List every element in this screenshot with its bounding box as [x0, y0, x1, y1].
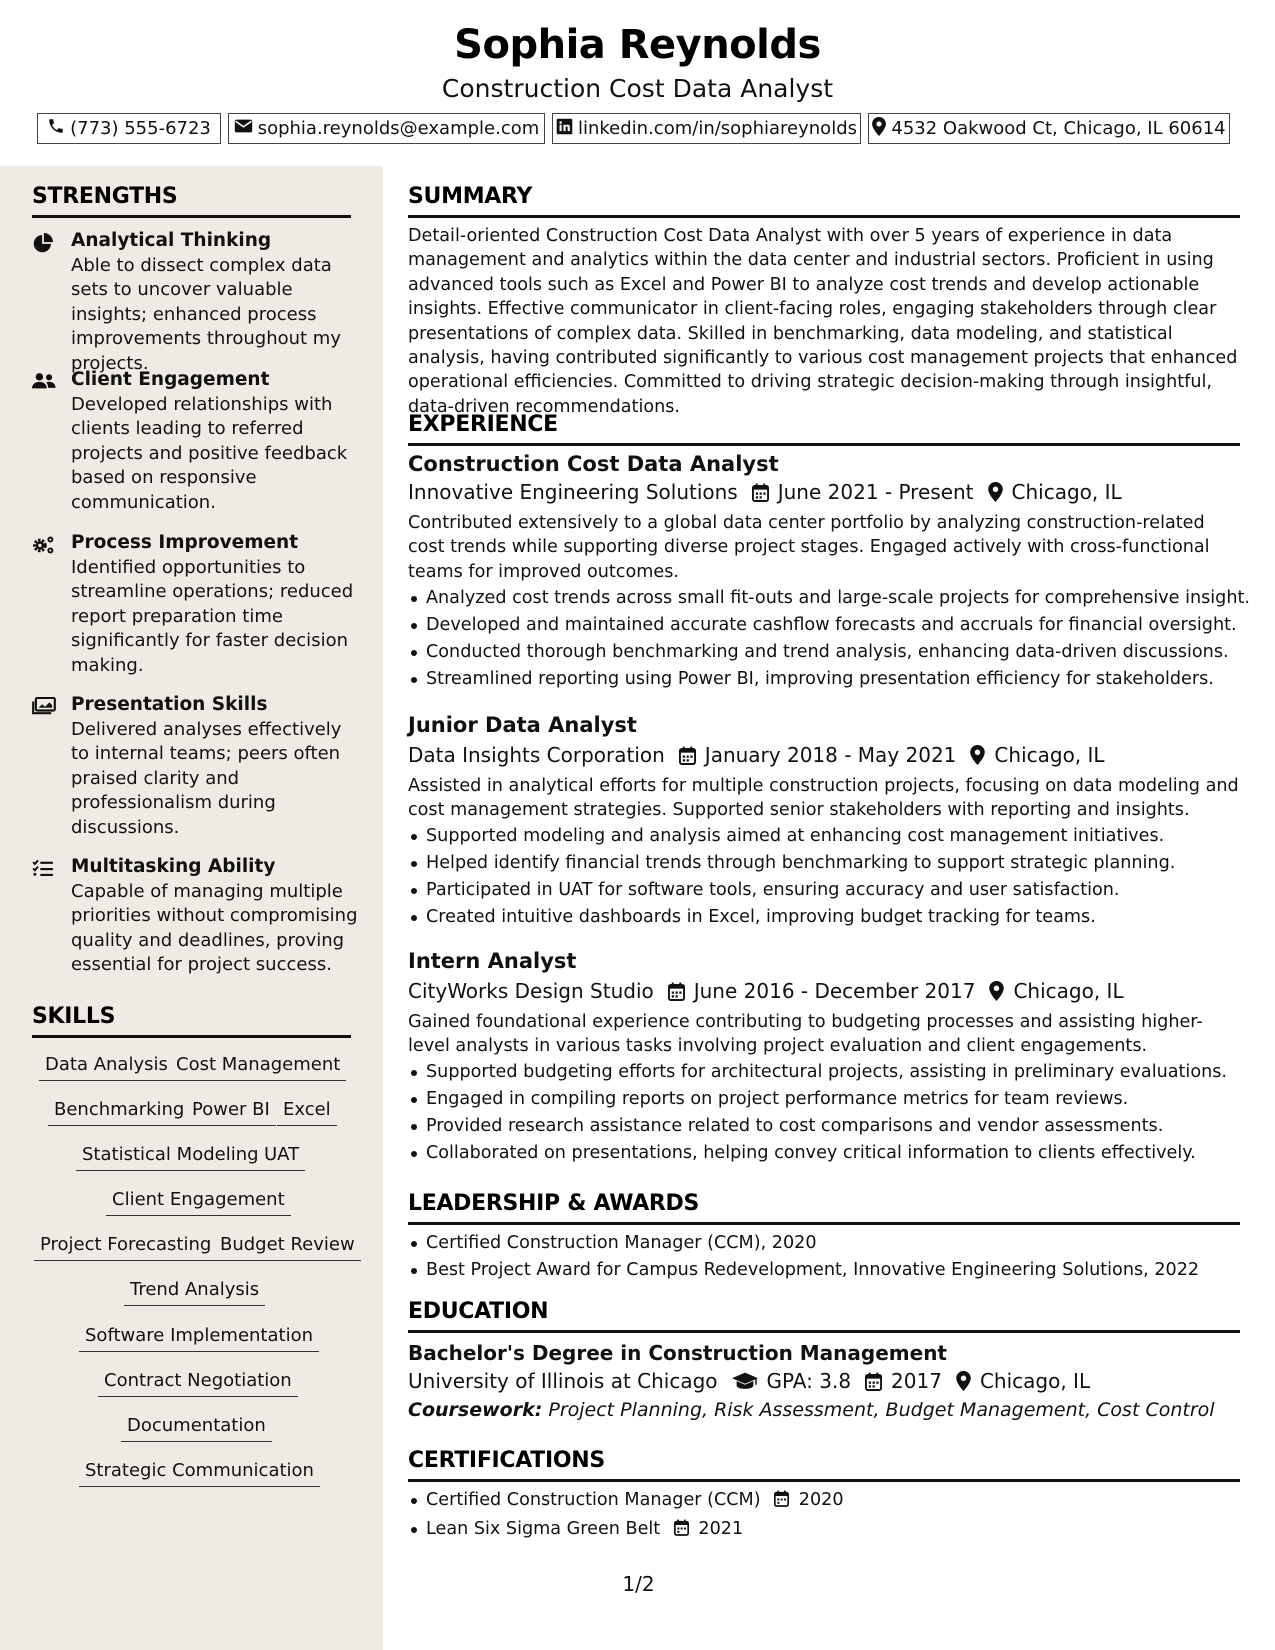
school-name: University of Illinois at Chicago: [408, 1369, 718, 1393]
job-entry: [408, 713, 1240, 931]
cert-name: Certified Construction Manager (CCM): [426, 1490, 761, 1510]
experience-section-header: [408, 412, 1240, 446]
skill-chip: Client Engagement: [106, 1189, 291, 1216]
section-divider: [408, 215, 1240, 218]
job-meta: [408, 480, 1240, 504]
job-bullets: [408, 823, 1240, 931]
list-item: Supported budgeting efforts for architectural projects, assisting in preliminary evaluations.: [408, 1059, 1240, 1086]
linkedin-text[interactable]: linkedin.com/in/sophiareynolds: [577, 118, 858, 139]
list-item: Helped identify financial trends through benchmarking to support strategic planning.: [408, 850, 1240, 877]
linkedin-icon: [556, 118, 573, 140]
skill-chip: Cost Management: [170, 1054, 346, 1081]
section-divider: [408, 1479, 1240, 1482]
skill-chip: Project Forecasting: [34, 1234, 217, 1261]
company-name: Innovative Engineering Solutions: [408, 480, 738, 504]
certifications-section: [408, 1448, 1240, 1545]
certifications-title: CERTIFICATIONS: [408, 1448, 605, 1473]
section-divider: [408, 1330, 1240, 1333]
pie-chart-icon: [32, 233, 56, 253]
list-item: Provided research assistance related to cost comparisons and vendor assessments.: [408, 1113, 1240, 1140]
users-icon: [32, 372, 56, 392]
coursework-line: [408, 1399, 1240, 1421]
list-item: Developed and maintained accurate cashflow forecasts and accruals for financial oversight.: [408, 612, 1240, 639]
summary-text: Detail-oriented Construction Cost Data Analyst with over 5 years of experience in data management and analytics within the data center and industrial sectors. Proficient in using advanced tools such as Excel and Power BI to analyze cost trends and develop actionable insights. Effective communicator in client-facing roles, engaging stakeholders through clear presentations of complex data. Skilled in benchmarking, data modeling, and statistical analysis, having contributed significantly to various cost management projects that enhanced operational efficiencies. Committed to driving strategic decision-making through insightful, data-driven recommendations.: [408, 226, 1238, 417]
cert-name: Lean Six Sigma Green Belt: [426, 1519, 661, 1539]
strength-desc: Identified opportunities to streamline operations; reduced report preparation time significantly for faster decision making.: [71, 557, 354, 676]
degree-title: Bachelor's Degree in Construction Management: [408, 1341, 947, 1365]
education-location: Chicago, IL: [979, 1369, 1091, 1393]
strength-desc: Delivered analyses effectively to internal teams; peers often praised clarity and professionalism during discussions.: [71, 719, 342, 838]
skill-chip: Benchmarking: [48, 1099, 190, 1126]
list-item: [408, 1516, 1240, 1545]
location-pin-icon: [956, 1371, 971, 1391]
job-title: Intern Analyst: [408, 949, 577, 973]
email-text[interactable]: sophia.reynolds@example.com: [257, 118, 540, 139]
presentation-icon: [32, 697, 56, 717]
job-bullets: [408, 585, 1250, 693]
location-pin-icon: [988, 482, 1003, 502]
leadership-list: [408, 1230, 1240, 1284]
list-item: Created intuitive dashboards in Excel, improving budget tracking for teams.: [408, 904, 1240, 931]
strength-desc: Capable of managing multiple priorities without compromising quality and deadlines, proving essential for project success.: [71, 881, 358, 976]
skill-chip: Excel: [277, 1099, 337, 1126]
calendar-icon: [679, 746, 696, 765]
skill-chip: Documentation: [121, 1415, 272, 1442]
calendar-icon: [752, 483, 769, 502]
strength-desc: Developed relationships with clients leading to referred projects and positive feedback based on responsive communication.: [71, 394, 348, 513]
skill-chip: UAT: [258, 1144, 305, 1171]
list-item: Analyzed cost trends across small fit-outs and large-scale projects for comprehensive insight.: [408, 585, 1240, 612]
phone-icon: [47, 117, 65, 140]
list-item: Participated in UAT for software tools, ensuring accuracy and user satisfaction.: [408, 877, 1240, 904]
strength-title: Presentation Skills: [71, 694, 268, 715]
job-entry: [408, 949, 1240, 1167]
job-location: Chicago, IL: [994, 743, 1105, 767]
leadership-section: [408, 1191, 1240, 1284]
skills-title: SKILLS: [32, 1004, 116, 1029]
job-bullets: [408, 1059, 1240, 1167]
summary-title: SUMMARY: [408, 184, 533, 209]
job-description: Contributed extensively to a global data center portfolio by analyzing construction-related cost trends while supporting diverse project stages. Engaged actively with cross-functional teams for improved outcomes.: [408, 513, 1210, 582]
leadership-title: LEADERSHIP & AWARDS: [408, 1191, 700, 1216]
calendar-icon: [668, 982, 685, 1001]
gpa-text: GPA: 3.8: [766, 1369, 852, 1393]
list-item: Collaborated on presentations, helping convey critical information to clients effectively.: [408, 1140, 1240, 1167]
sidebar: [0, 166, 383, 1650]
job-location: Chicago, IL: [1013, 979, 1124, 1003]
linkedin-box: [552, 113, 861, 144]
section-divider: [408, 1222, 1240, 1225]
section-divider: [408, 443, 1240, 446]
strengths-section-header: [32, 184, 351, 218]
list-item: Streamlined reporting using Power BI, improving presentation efficiency for stakeholders.: [408, 666, 1240, 693]
address-text: 4532 Oakwood Ct, Chicago, IL 60614: [891, 118, 1226, 139]
calendar-icon: [674, 1518, 689, 1545]
page-number: 1/2: [622, 1572, 655, 1596]
experience-title: EXPERIENCE: [408, 412, 558, 437]
list-item: Certified Construction Manager (CCM), 2020: [408, 1230, 1240, 1257]
envelope-icon: [234, 118, 253, 139]
gears-icon: [32, 535, 56, 555]
skill-chip: Trend Analysis: [124, 1279, 265, 1306]
job-title: Construction Cost Data Analyst: [408, 452, 779, 476]
skill-chip: Software Implementation: [79, 1325, 319, 1352]
job-dates: January 2018 - May 2021: [704, 743, 957, 767]
list-item: Engaged in compiling reports on project performance metrics for team reviews.: [408, 1086, 1240, 1113]
job-entry: [408, 452, 1250, 693]
skills-section-header: [32, 1004, 351, 1038]
location-pin-icon: [872, 117, 886, 141]
coursework-label: Coursework:: [408, 1399, 543, 1421]
job-location: Chicago, IL: [1011, 480, 1122, 504]
skill-chip: Contract Negotiation: [98, 1370, 298, 1397]
graduation-year: 2017: [891, 1369, 942, 1393]
skill-chip: Budget Review: [214, 1234, 361, 1261]
job-description: Gained foundational experience contributing to budgeting processes and assisting higher-level analysts in various tasks involving project evaluation and client engagements.: [408, 1012, 1203, 1057]
job-meta: [408, 979, 1240, 1003]
skill-chip: Statistical Modeling: [76, 1144, 265, 1171]
cert-year: 2020: [798, 1490, 844, 1510]
education-section: [408, 1299, 1240, 1421]
list-item: Conducted thorough benchmarking and trend analysis, enhancing data-driven discussions.: [408, 639, 1240, 666]
location-pin-icon: [970, 745, 985, 765]
list-item: [408, 1487, 1240, 1516]
email-box: [228, 113, 545, 144]
job-description: Assisted in analytical efforts for multiple construction projects, focusing on data modeling and cost management strategies. Supported senior stakeholders with reporting and insights.: [408, 776, 1239, 821]
strength-desc: Able to dissect complex data sets to uncover valuable insights; enhanced process improvements throughout my projects.: [71, 255, 341, 374]
skill-chip: Power BI: [186, 1099, 276, 1126]
checklist-icon: [32, 859, 56, 879]
certifications-list: [408, 1487, 1240, 1545]
job-dates: June 2016 - December 2017: [693, 979, 976, 1003]
strength-title: Client Engagement: [71, 369, 270, 390]
candidate-name: Sophia Reynolds: [454, 22, 821, 68]
strength-title: Process Improvement: [71, 532, 299, 553]
phone-box: [37, 113, 221, 144]
list-item: Supported modeling and analysis aimed at enhancing cost management initiatives.: [408, 823, 1240, 850]
strength-title: Multitasking Ability: [71, 856, 276, 877]
list-item: Best Project Award for Campus Redevelopment, Innovative Engineering Solutions, 2022: [408, 1257, 1240, 1284]
phone-text[interactable]: (773) 555-6723: [70, 118, 211, 139]
contact-row: [0, 113, 1275, 145]
strength-title: Analytical Thinking: [71, 230, 272, 251]
job-title: Junior Data Analyst: [408, 713, 637, 737]
company-name: CityWorks Design Studio: [408, 979, 654, 1003]
calendar-icon: [865, 1372, 882, 1391]
section-divider: [32, 215, 351, 218]
education-meta: [408, 1369, 1240, 1393]
summary-section: [408, 184, 1240, 419]
skill-chip: Data Analysis: [39, 1054, 174, 1081]
location-pin-icon: [989, 981, 1004, 1001]
address-box: [868, 113, 1230, 144]
job-dates: June 2021 - Present: [777, 480, 974, 504]
strengths-title: STRENGTHS: [32, 184, 178, 209]
coursework-text: Project Planning, Risk Assessment, Budget Management, Cost Control: [548, 1399, 1215, 1421]
calendar-icon: [774, 1489, 789, 1516]
education-title: EDUCATION: [408, 1299, 549, 1324]
skill-chip: Strategic Communication: [79, 1460, 320, 1487]
section-divider: [32, 1035, 351, 1038]
cert-year: 2021: [698, 1519, 744, 1539]
graduation-cap-icon: [732, 1372, 758, 1390]
job-meta: [408, 743, 1240, 767]
candidate-role: Construction Cost Data Analyst: [441, 74, 834, 103]
company-name: Data Insights Corporation: [408, 743, 665, 767]
